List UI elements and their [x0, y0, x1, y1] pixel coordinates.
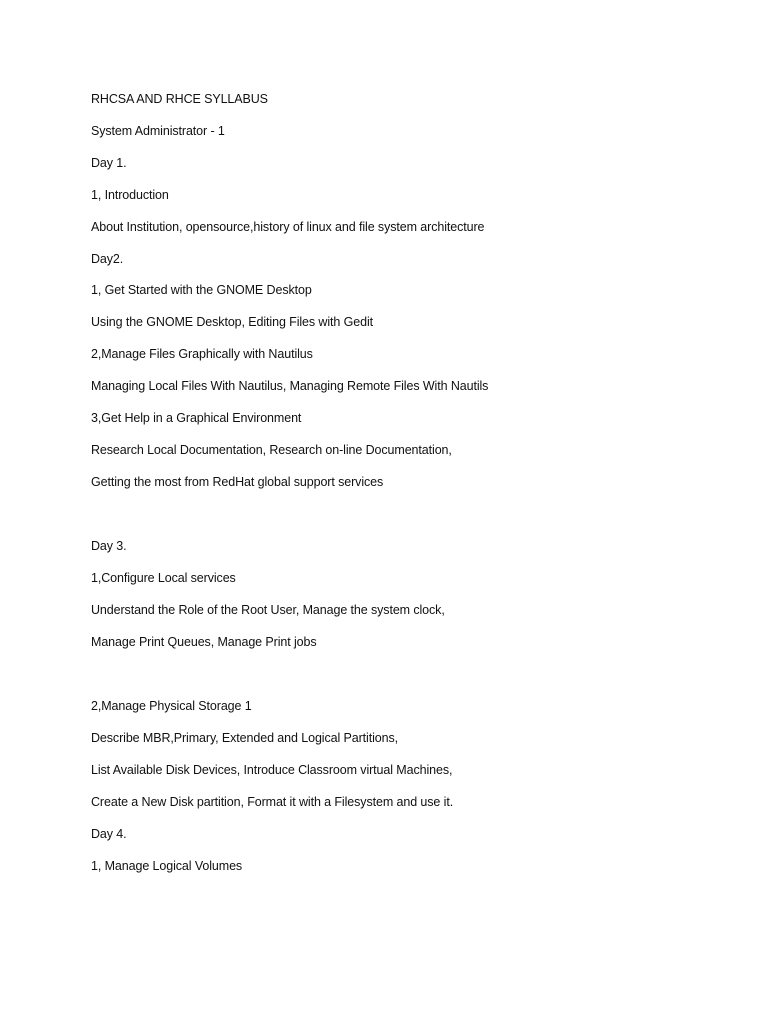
topic-detail: Getting the most from RedHat global support services	[91, 475, 384, 489]
topic-heading: 3,Get Help in a Graphical Environment	[91, 411, 302, 425]
day-heading: Day 3.	[91, 539, 127, 553]
day-heading: Day2.	[91, 252, 124, 266]
topic-detail: Using the GNOME Desktop, Editing Files with Gedit	[91, 315, 374, 329]
topic-detail: Research Local Documentation, Research on-line Documentation,	[91, 443, 452, 457]
topic-detail: Create a New Disk partition, Format it with a Filesystem and use it.	[91, 795, 454, 809]
topic-detail: Understand the Role of the Root User, Manage the system clock,	[91, 603, 445, 617]
topic-detail: Manage Print Queues, Manage Print jobs	[91, 635, 317, 649]
topic-heading: 2,Manage Files Graphically with Nautilus	[91, 347, 313, 361]
topic-detail: Managing Local Files With Nautilus, Managing Remote Files With Nautils	[91, 379, 489, 393]
topic-heading: 2,Manage Physical Storage 1	[91, 699, 252, 713]
topic-heading: 1,Configure Local services	[91, 571, 236, 585]
topic-heading: 1, Manage Logical Volumes	[91, 859, 243, 873]
day-heading: Day 1.	[91, 156, 127, 170]
day-heading: Day 4.	[91, 827, 127, 841]
topic-heading: 1, Introduction	[91, 188, 169, 202]
topic-detail: Describe MBR,Primary, Extended and Logical Partitions,	[91, 731, 399, 745]
document-title: RHCSA AND RHCE SYLLABUS	[91, 92, 268, 106]
course-subtitle: System Administrator - 1	[91, 124, 225, 138]
topic-detail: List Available Disk Devices, Introduce Classroom virtual Machines,	[91, 763, 453, 777]
topic-heading: 1, Get Started with the GNOME Desktop	[91, 283, 312, 297]
topic-detail: About Institution, opensource,history of linux and file system architecture	[91, 220, 485, 234]
